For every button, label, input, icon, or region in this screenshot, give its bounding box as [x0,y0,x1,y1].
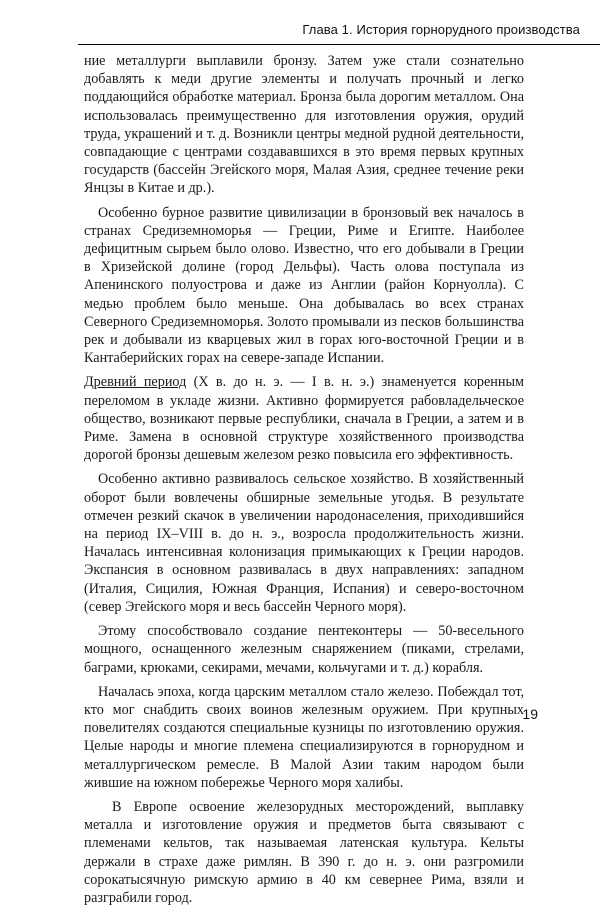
paragraph: ние металлурги выплавили бронзу. Затем уже стали сознательно добавлять к меди другие элементы и получать прочный и легко поддающийся обработке материал. Бронза была дорогим металлом. Она использовалась преимущественно для изготовления оружия, орудий труда, украшений и т. д. Возникли центры медной рудной деятельности, совпадающие с центрами создававшихся в это время первых крупных государств (бассейн Эгейского моря, Малая Азия, среднее течение реки Янцзы в Китае и др.). [84,53,524,197]
paragraph: Особенно бурное развитие цивилизации в бронзовый век началось в странах Средиземноморья — Греции, Риме и Египте. Наиболее дефицитным сырьем было олово. Известно, что его добывали в Греции в Хризейской долине (город Дельфы). Часть олова поступала из Апенинского полуострова и даже из Англии (район Корнуолла). С медью проблем было меньше. Она добывалась во всех странах Северного Средиземноморья. Золото промывали из песков большинства рек и добывали из кварцевых жил в горах юго-восточной Греции и в Кантаберийских горах на севере-западе Испании. [84,204,524,367]
period-term: Древний период [84,374,187,391]
paragraph: В Европе освоение железорудных месторождений, выплавку металла и изготовление оружия и предметов быта связывают с племенами кельтов, так называемая латенская культура. Кельты держали в страхе даже римлян. В 390 г. до н. э. они разгромили сорокатысячную римскую армию в 40 км севернее Рима, взяли и разграбили город. [84,798,524,906]
running-header [78,18,600,45]
paragraph: Этому способствовало создание пентеконтеры — 50-весельного мощного, оснащенного железным снаряжением (пиками, стрелами, баграми, крюками, секирами, мечами, кольчугами и т. д.) корабля. [84,623,524,676]
page-number: 19 [522,706,538,722]
chapter-title: Глава 1. История горнорудного производства [302,22,580,37]
paragraph: Началась эпоха, когда царским металлом стало железо. Побеждал тот, кто мог снабдить своих воинов железным оружием. При крупных повелителях создаются специальные кузницы по изготовлению оружия. Целые народы и многие племена специализируются в горнорудном и металлургическом ремесле. В Малой Азии таким народом были жившие на южном побережье Черного моря халибы. [84,683,524,791]
paragraph [84,373,524,464]
paragraph: Особенно активно развивалось сельское хозяйство. В хозяйственный оборот были вовлечены обширные земельные угодья. В результате отмечен резкий скачок в увеличении народонаселения, приходившийся на период IX–VIII в. до н. э., возросла продолжительность жизни. Началась интенсивная колонизация примыкающих к Греции народов. Экспансия в основном развивалась в двух направлениях: западном (Италия, Сицилия, Южная Франция, Испания) и северо-восточном (север Эгейского моря и весь бассейн Черного моря). [84,471,524,615]
body-text [84,52,524,913]
paragraph-text: (X в. до н. э. — I в. н. э.) знаменуется коренным переломом в укладе жизни. Активно формируется рабовладельческое общество, возникают первые республики, сначала в Греции, а затем и в Риме. Замена в основной структуре хозяйственного производства дорогой бронзы дешевым железом резко повысила его эффективность. [84,374,524,464]
